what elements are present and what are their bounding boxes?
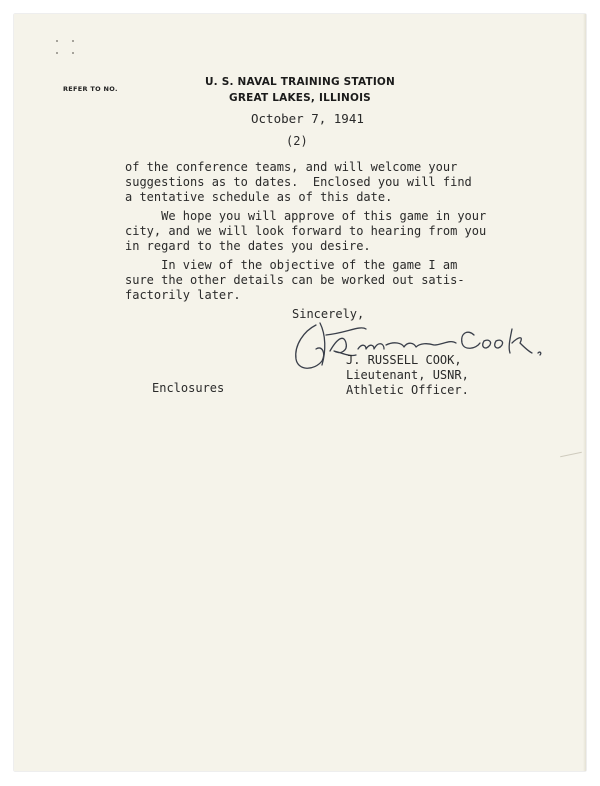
paper-speck xyxy=(56,40,58,42)
paper-speck xyxy=(72,40,74,42)
paper-edge xyxy=(583,14,586,771)
page-number: (2) xyxy=(286,134,308,148)
letterhead-title: U. S. NAVAL TRAINING STATION xyxy=(204,76,396,88)
signer-rank: Lieutenant, USNR, xyxy=(346,368,469,382)
paragraph-2-line-3: in regard to the dates you desire. xyxy=(125,239,371,253)
enclosures-note: Enclosures xyxy=(152,381,225,395)
paragraph-2-line-1: We hope you will approve of this game in your xyxy=(125,209,487,223)
paragraph-3-line-3: factorily later. xyxy=(125,288,241,302)
refer-to-label: REFER TO NO. xyxy=(63,85,118,93)
paragraph-1-line-3: a tentative schedule as of this date. xyxy=(125,190,393,204)
paragraph-2-line-2: city, and we will look forward to hearing from you xyxy=(125,224,487,238)
closing: Sincerely, xyxy=(292,307,365,321)
paragraph-3-line-1: In view of the objective of the game I am xyxy=(125,258,458,272)
paper-speck xyxy=(56,52,58,54)
letterhead-location: GREAT LAKES, ILLINOIS xyxy=(229,92,371,104)
paper-speck xyxy=(72,52,74,54)
paragraph-1-line-2: suggestions as to dates. Enclosed you will find xyxy=(125,175,472,189)
paragraph-1-line-1: of the conference teams, and will welcome your xyxy=(125,160,458,174)
signer-name: J. RUSSELL COOK, xyxy=(346,353,462,367)
letter-date: October 7, 1941 xyxy=(251,111,364,126)
paper-crease xyxy=(560,452,582,458)
letter-page xyxy=(14,14,586,771)
paragraph-3-line-2: sure the other details can be worked out satis- xyxy=(125,273,465,287)
signer-title: Athletic Officer. xyxy=(346,383,469,397)
